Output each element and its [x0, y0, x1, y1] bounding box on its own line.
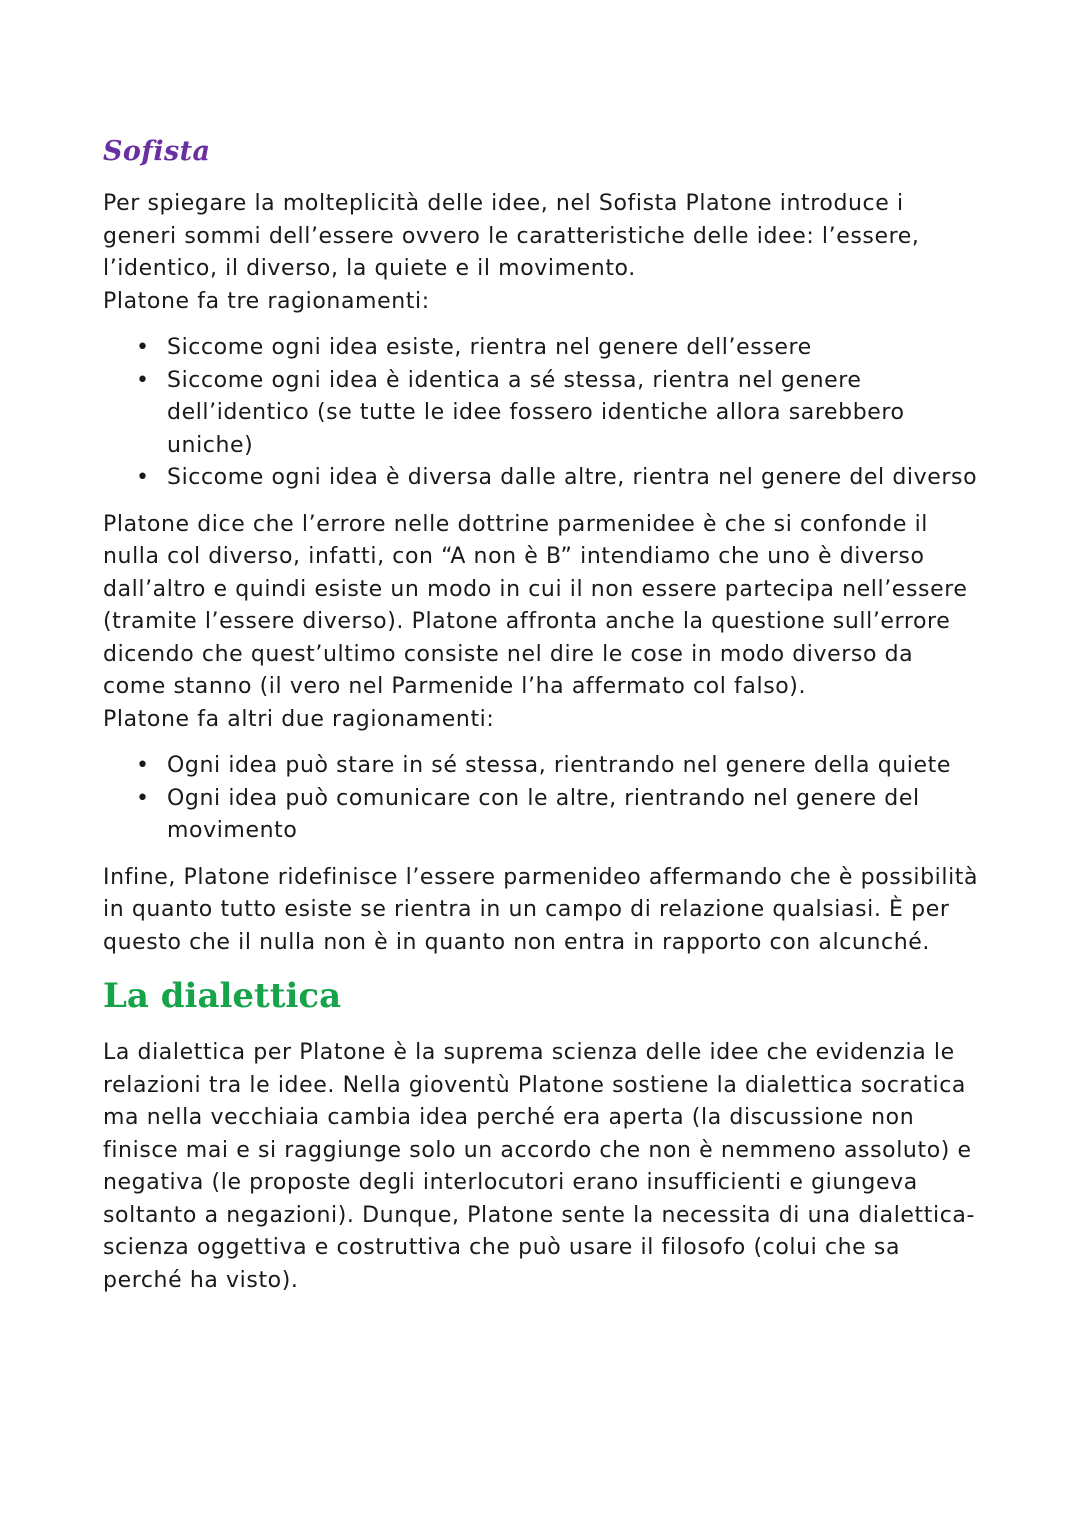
paragraph-infine: Infine, Platone ridefinisce l’essere parmenideo affermando che è possibilità in quanto tutto esiste se rientra in un campo di relazione qualsiasi. È per questo che il nulla non è in quanto non entra in rapporto con alcunché. [103, 864, 979, 955]
paragraph-intro: Per spiegare la molteplicità delle idee, nel Sofista Platone introduce i generi sommi dell’essere ovvero le caratteristiche delle idee: l’essere, l’identico, il diverso, la quiete e il movimento. [103, 191, 920, 281]
section-heading-dialettica: La dialettica [103, 976, 342, 1016]
paragraph-lead-1: Platone fa tre ragionamenti: [103, 288, 430, 314]
paragraph-dialettica: La dialettica per Platone è la suprema scienza delle idee che evidenzia le relazioni tra le idee. Nella gioventù Platone sostiene la dialettica socratica ma nella vecchiaia cambia idea perché era aperta (la discussione non finisce mai e si raggiunge solo un accordo che non è nemmeno assoluto) e negativa (le proposte degli interlocutori erano insufficienti e giungeva soltanto a negazioni). Dunque, Platone sente la necessita di una dialettica-scienza oggettiva e costruttiva che può usare il filosofo (colui che sa perché ha visto). [103, 1040, 976, 1293]
list-item: • Siccome ogni idea è diversa dalle altre, rientra nel genere del diverso [167, 462, 983, 495]
document-page [103, 132, 983, 1297]
list-item: • Ogni idea può comunicare con le altre, rientrando nel genere del movimento [167, 783, 983, 848]
bullet-list-2 [103, 750, 983, 848]
list-item: • Siccome ogni idea esiste, rientra nel genere dell’essere [167, 332, 983, 365]
list-item: • Ogni idea può stare in sé stessa, rientrando nel genere della quiete [167, 750, 983, 783]
paragraph-errore: Platone dice che l’errore nelle dottrine parmenidee è che si confonde il nulla col diverso, infatti, con “A non è B” intendiamo che uno è diverso dall’altro e quindi esiste un modo in cui il non essere partecipa nell’essere (tramite l’essere diverso). Platone affronta anche la questione sull’errore dicendo che quest’ultimo consiste nel dire le cose in modo diverso da come stanno (il vero nel Parmenide l’ha affermato col falso). [103, 511, 968, 699]
list-item: • Siccome ogni idea è identica a sé stessa, rientra nel genere dell’identico (se tutte le idee fossero identiche allora sarebbero uniche) [167, 365, 983, 463]
section-heading-sofista: Sofista [103, 136, 211, 167]
bullet-list-1 [103, 332, 983, 495]
paragraph-lead-2: Platone fa altri due ragionamenti: [103, 706, 495, 732]
